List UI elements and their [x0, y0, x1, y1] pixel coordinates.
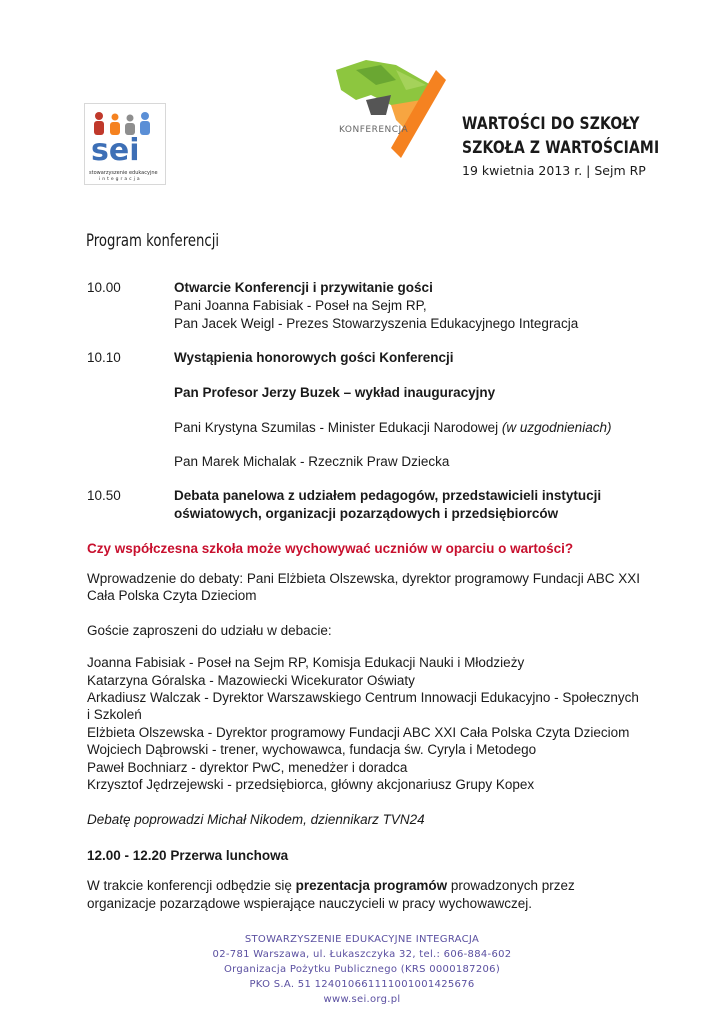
guest-line: [174, 419, 611, 437]
closing-text-bold: prezentacja programów: [295, 878, 448, 893]
footer-address: 02-781 Warszawa, ul. Łukaszczyka 32, tel.: 606-884-602: [212, 949, 512, 960]
lunch-break: 12.00 - 12.20 Przerwa lunchowa: [87, 848, 289, 863]
sei-logo-tagline-2: integracja: [99, 177, 142, 182]
footer-org-name: STOWARZYSZENIE EDUKACYJNE INTEGRACJA: [244, 934, 480, 945]
schedule-line: Pani Joanna Fabisiak - Poseł na Sejm RP,: [174, 298, 427, 313]
guest-list-item: Joanna Fabisiak - Poseł na Sejm RP, Komisja Edukacji Nauki i Młodzieży: [87, 655, 525, 670]
schedule-time: 10.10: [87, 350, 121, 365]
guests-label: Goście zaproszeni do udziału w debacie:: [87, 623, 332, 638]
keynote-speaker: Pan Profesor Jerzy Buzek – wykład inauguracyjny: [174, 385, 496, 400]
schedule-heading: oświatowych, organizacji pozarządowych i przedsiębiorców: [174, 506, 559, 521]
guest-list-item: Krzysztof Jędrzejewski - przedsiębiorca, główny akcjonariusz Grupy Kopex: [87, 777, 535, 792]
debate-moderator: Debatę poprowadzi Michał Nikodem, dziennikarz TVN24: [87, 812, 425, 827]
closing-text: organizacje pozarządowe wspierające nauczycieli w pracy wychowawczej.: [87, 896, 532, 911]
footer-krs: Organizacja Pożytku Publicznego (KRS 0000187206): [223, 964, 501, 975]
guest-line: Pan Marek Michalak - Rzecznik Praw Dziecka: [174, 454, 450, 469]
guest-list-item: Elżbieta Olszewska - Dyrektor programowy Fundacji ABC XXI Cała Polska Czyta Dzieciom: [87, 725, 630, 740]
schedule-heading: Debata panelowa z udziałem pedagogów, przedstawicieli instytucji: [174, 488, 602, 503]
schedule-time: 10.00: [87, 280, 121, 295]
closing-text-part: prowadzonych przez: [447, 878, 575, 893]
debate-intro: Cała Polska Czyta Dzieciom: [87, 588, 257, 603]
conference-label: KONFERENCJA: [339, 125, 409, 135]
schedule-heading: Otwarcie Konferencji i przywitanie gości: [174, 280, 433, 295]
svg-text:sei: sei: [91, 133, 140, 168]
sei-logo-graphic: [85, 104, 165, 168]
guest-note: (w uzgodnieniach): [501, 420, 612, 435]
sei-logo-tagline: stowarzyszenie edukacyjne: [89, 170, 158, 176]
footer-bank: PKO S.A. 51 124010661111001001425676: [249, 979, 475, 990]
conference-title-line1: WARTOŚCI DO SZKOŁY: [462, 114, 640, 134]
guest-list-item: Katarzyna Góralska - Mazowiecki Wicekurator Oświaty: [87, 673, 415, 688]
conference-logo-graphic: [336, 60, 446, 160]
sei-logo: [84, 103, 166, 185]
guest-list-item: i Szkoleń: [87, 707, 142, 722]
guest-list-item: Paweł Bochniarz - dyrektor PwC, menedżer i doradca: [87, 760, 408, 775]
footer-website-link[interactable]: www.sei.org.pl: [323, 994, 401, 1005]
guest-name: Pani Krystyna Szumilas - Minister Edukacji Narodowej: [174, 420, 499, 435]
guest-list-item: Wojciech Dąbrowski - trener, wychowawca, fundacja św. Cyryla i Metodego: [87, 742, 537, 757]
schedule-heading: Wystąpienia honorowych gości Konferencji: [174, 350, 454, 365]
conference-date-place: 19 kwietnia 2013 r. | Sejm RP: [462, 163, 646, 178]
debate-intro: Wprowadzenie do debaty: Pani Elżbieta Olszewska, dyrektor programowy Fundacji ABC XXI: [87, 571, 641, 586]
debate-question: Czy współczesna szkoła może wychowywać uczniów w oparciu o wartości?: [87, 541, 574, 556]
schedule-time: 10.50: [87, 488, 121, 503]
closing-text-part: W trakcie konferencji odbędzie się: [87, 878, 296, 893]
program-title: Program konferencji: [86, 231, 220, 251]
schedule-line: Pan Jacek Weigl - Prezes Stowarzyszenia Edukacyjnego Integracja: [174, 316, 579, 331]
closing-text: [87, 877, 575, 895]
guest-list-item: Arkadiusz Walczak - Dyrektor Warszawskiego Centrum Innowacji Edukacyjno - Społecznych: [87, 690, 639, 705]
conference-title-line2: SZKOŁA Z WARTOŚCIAMI: [462, 138, 660, 158]
